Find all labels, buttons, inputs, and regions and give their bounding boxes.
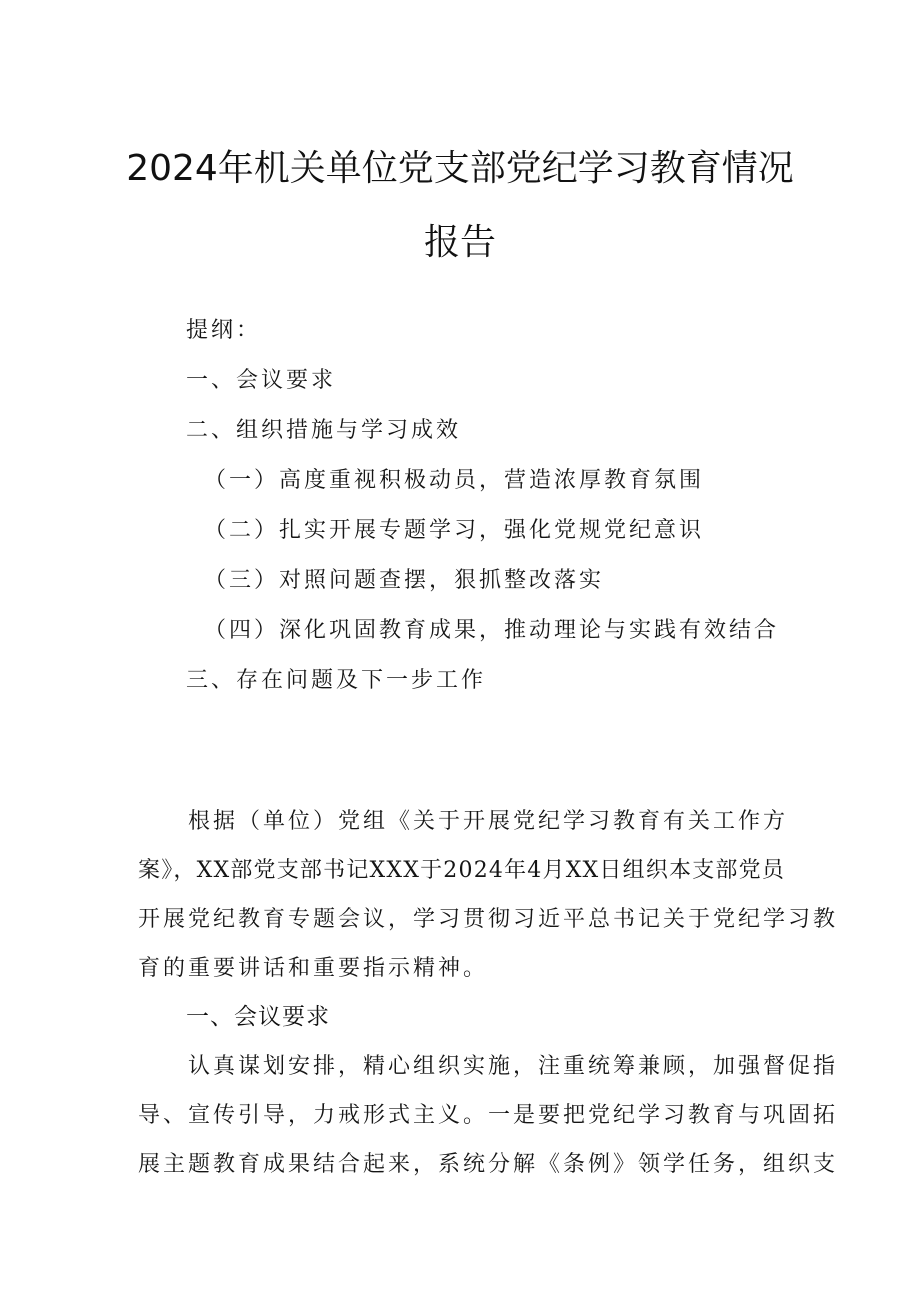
- outline-label: 提纲：: [186, 318, 262, 343]
- outline-item: 三、存在问题及下一步工作: [186, 668, 487, 693]
- paragraph-line: 导、宣传引导，力戒形式主义。一是要把党纪学习教育与巩固拓: [138, 1103, 839, 1128]
- paragraph-line: 开展党纪教育专题会议，学习贯彻习近平总书记关于党纪学习教: [138, 907, 839, 932]
- document-title-line-2: 报告: [423, 222, 496, 263]
- paragraph-line: 展主题教育成果结合起来，系统分解《条例》领学任务，组织支: [138, 1152, 839, 1177]
- outline-subitem: （四）深化巩固教育成果，推动理论与实践有效结合: [204, 618, 780, 643]
- section-heading: 一、会议要求: [186, 1004, 330, 1030]
- document-title-line-1: 2024年机关单位党支部党纪学习教育情况: [126, 148, 794, 189]
- paragraph-line: 案》，XX部党支部书记XXX于2024年4月XX日组织本支部党员: [138, 858, 786, 883]
- outline-item: 一、会议要求: [186, 368, 337, 393]
- outline-subitem: （三）对照问题查摆，狠抓整改落实: [204, 568, 605, 593]
- outline-subitem: （二）扎实开展专题学习，强化党规党纪意识: [204, 518, 705, 543]
- outline-subitem: （一）高度重视积极动员，营造浓厚教育氛围: [204, 468, 705, 493]
- paragraph-line: 根据（单位）党组《关于开展党纪学习教育有关工作方: [188, 809, 789, 834]
- outline-item: 二、组织措施与学习成效: [186, 418, 462, 443]
- paragraph-line: 育的重要讲话和重要指示精神。: [138, 956, 489, 981]
- paragraph-line: 认真谋划安排，精心组织实施，注重统筹兼顾，加强督促指: [188, 1054, 839, 1079]
